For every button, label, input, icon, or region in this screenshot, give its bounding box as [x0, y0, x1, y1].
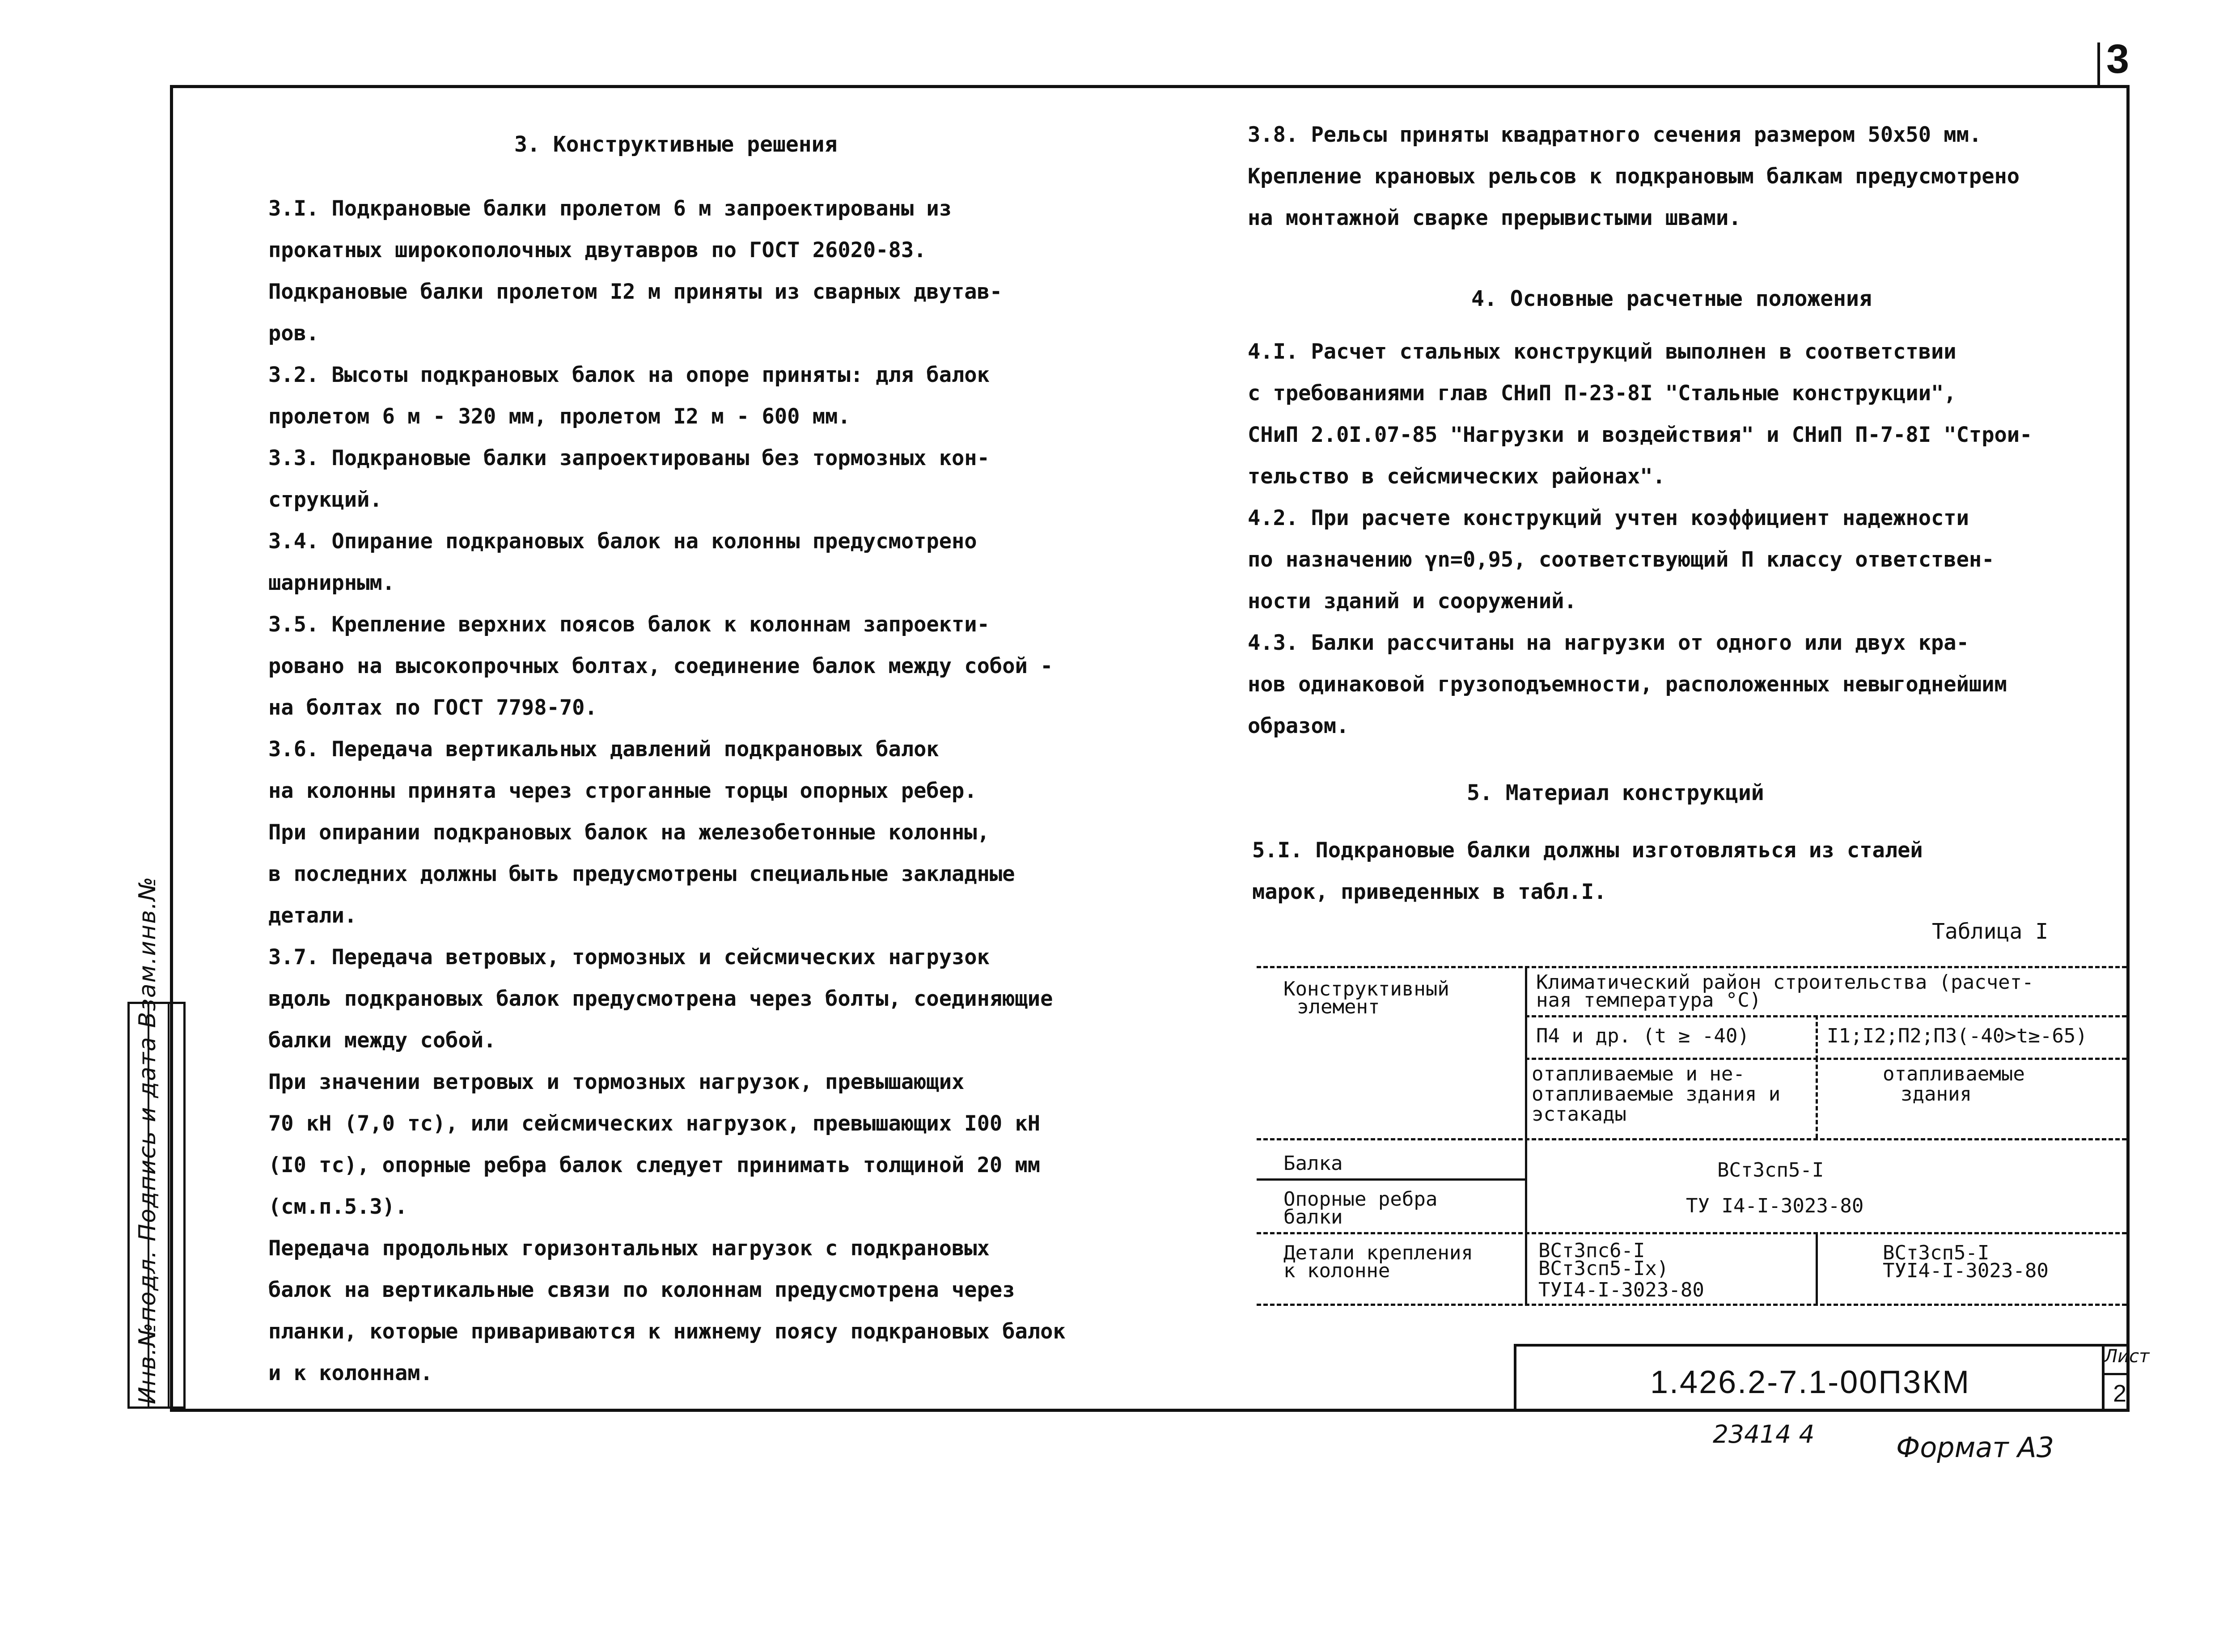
td-ribs-1: Опорные ребра — [1283, 1188, 1438, 1211]
td-d-left-1: ВСт3пс6-I — [1538, 1239, 1645, 1262]
th-row2-right-2: здания — [1901, 1083, 1972, 1106]
text-line: 3.I. Подкрановые балки пролетом 6 м запроектированы из — [268, 196, 952, 221]
th-sub-right: I1;I2;П2;П3(-40>t≥-65) — [1827, 1025, 2088, 1047]
text-line: образом. — [1248, 714, 1349, 738]
text-line: марок, приведенных в табл.I. — [1252, 880, 1607, 904]
text-line: нов одинаковой грузоподъемности, расположенных невыгоднейшим — [1248, 672, 2007, 697]
td-balka: Балка — [1283, 1152, 1343, 1175]
section3-heading: 3. Конструктивные решения — [514, 132, 838, 157]
text-line: 70 кН (7,0 тс), или сейсмических нагрузок, превышающих I00 кН — [268, 1111, 1041, 1136]
text-line: Подкрановые балки пролетом I2 м приняты из сварных двутав- — [268, 280, 1003, 304]
frame-right-border — [2126, 85, 2130, 1409]
th-row2-left-3: эстакады — [1532, 1103, 1626, 1126]
paragraph-3-8 — [1248, 114, 2020, 239]
text-line: прокатных широкополочных двутавров по ГОСТ 26020-83. — [268, 238, 927, 263]
text-line: 3.8. Рельсы приняты квадратного сечения размером 50х50 мм. — [1248, 123, 1982, 147]
th-climate-1: Климатический район строительства (расчет- — [1536, 971, 2034, 994]
text-line: 3.6. Передача вертикальных давлений подкрановых балок — [268, 737, 939, 762]
side-stamp-text: Инв.№подл. Подпись и дата Взам.инв.№ — [134, 876, 161, 1404]
text-line: ров. — [268, 321, 319, 346]
text-line: тельство в сейсмических районах". — [1248, 464, 1665, 489]
text-line: на болтах по ГОСТ 7798-70. — [268, 695, 597, 720]
sheet-label: Лист — [2104, 1346, 2150, 1367]
text-line: 3.4. Опирание подкрановых балок на колонны предусмотрено — [268, 529, 977, 554]
td-merged-tu: ТУ I4-I-3023-80 — [1686, 1195, 1864, 1217]
td-details-2: к колонне — [1283, 1259, 1390, 1282]
frame-top-border — [170, 85, 2129, 88]
corner-page-number: 3 — [2106, 36, 2130, 82]
materials-table — [1257, 955, 2126, 1313]
td-d-right-2: ТУI4-I-3023-80 — [1883, 1259, 2049, 1282]
text-line: шарнирным. — [268, 571, 395, 595]
text-line: планки, которые привариваются к нижнему поясу подкрановых балок — [268, 1319, 1066, 1344]
text-line: по назначению γn=0,95, соответствующий П классу ответствен- — [1248, 547, 1995, 572]
section5-text — [1252, 830, 1923, 913]
section4-heading: 4. Основные расчетные положения — [1471, 286, 1872, 311]
text-line: пролетом 6 м - 320 мм, пролетом I2 м - 600 мм. — [268, 404, 851, 429]
text-line: ности зданий и сооружений. — [1248, 589, 1577, 614]
document-code: 1.426.2-7.1-00П3КМ — [1650, 1364, 1971, 1400]
text-line: балок на вертикальные связи по колоннам предусмотрена через — [268, 1278, 1015, 1302]
text-line: балки между собой. — [268, 1028, 496, 1053]
text-line: ровано на высокопрочных болтах, соединение балок между собой - — [268, 654, 1053, 678]
th-sub-left: П4 и др. (t ≥ -40) — [1536, 1025, 1749, 1047]
td-d-left-2: ВСт3сп5-Iх) — [1538, 1257, 1669, 1280]
sheet-number: 2 — [2113, 1380, 2127, 1407]
format-label: Формат А3 — [1896, 1431, 2054, 1464]
text-line: детали. — [268, 903, 357, 928]
text-line: СНиП 2.0I.07-85 "Нагрузки и воздействия" и СНиП П-7-8I "Строи- — [1248, 423, 2033, 447]
text-line: (см.п.5.3). — [268, 1195, 408, 1219]
text-line: струкций. — [268, 487, 382, 512]
th-row2-left-2: отапливаемые здания и — [1532, 1083, 1781, 1106]
th-climate-2: ная температура °С) — [1536, 989, 1762, 1012]
text-line: на монтажной сварке прерывистыми швами. — [1248, 206, 1741, 230]
td-ribs-2: балки — [1283, 1206, 1343, 1228]
td-d-left-3: ТУI4-I-3023-80 — [1538, 1279, 1704, 1301]
text-line: с требованиями глав СНиП П-23-8I "Стальные конструкции", — [1248, 381, 1956, 406]
th-row2-left-1: отапливаемые и не- — [1532, 1063, 1745, 1085]
td-d-right-1: ВСт3сп5-I — [1883, 1241, 1990, 1264]
text-line: на колонны принята через строганные торцы опорных ребер. — [268, 779, 977, 803]
corner-divider — [2097, 42, 2100, 87]
left-column-text — [268, 188, 1066, 1394]
th-row2-right-1: отапливаемые — [1883, 1063, 2025, 1085]
inventory-number: 23414 4 — [1713, 1420, 1815, 1449]
text-line: и к колоннам. — [268, 1361, 433, 1385]
text-line: 4.I. Расчет стальных конструкций выполнен в соответствии — [1248, 339, 1956, 364]
text-line: При значении ветровых и тормозных нагрузок, превышающих — [268, 1070, 965, 1094]
td-merged-steel: ВСт3сп5-I — [1717, 1159, 1824, 1182]
th-element-1: Конструктивный — [1283, 978, 1449, 1000]
section4-text — [1248, 331, 2032, 747]
td-details-1: Детали крепления — [1283, 1241, 1473, 1264]
text-line: 5.I. Подкрановые балки должны изготовляться из сталей — [1252, 838, 1923, 863]
text-line: Крепление крановых рельсов к подкрановым балкам предусмотрено — [1248, 164, 2020, 189]
text-line: При опирании подкрановых балок на железобетонные колонны, — [268, 820, 990, 845]
text-line: 3.5. Крепление верхних поясов балок к колоннам запроекти- — [268, 612, 990, 637]
text-line: Передача продольных горизонтальных нагрузок с подкрановых — [268, 1236, 990, 1261]
th-element-2: элемент — [1297, 995, 1380, 1018]
text-line: 3.2. Высоты подкрановых балок на опоре приняты: для балок — [268, 363, 990, 387]
text-line: в последних должны быть предусмотрены специальные закладные — [268, 862, 1015, 886]
text-line: (I0 тс), опорные ребра балок следует принимать толщиной 20 мм — [268, 1153, 1041, 1178]
section5-heading: 5. Материал конструкций — [1467, 780, 1764, 805]
text-line: 3.7. Передача ветровых, тормозных и сейсмических нагрузок — [268, 945, 990, 970]
text-line: 3.3. Подкрановые балки запроектированы без тормозных кон- — [268, 446, 990, 470]
text-line: 4.3. Балки рассчитаны на нагрузки от одного или двух кра- — [1248, 631, 1969, 655]
table-caption: Таблица I — [1932, 919, 2049, 944]
text-line: 4.2. При расчете конструкций учтен коэффициент надежности — [1248, 506, 1969, 530]
text-line: вдоль подкрановых балок предусмотрена через болты, соединяющие — [268, 987, 1053, 1011]
